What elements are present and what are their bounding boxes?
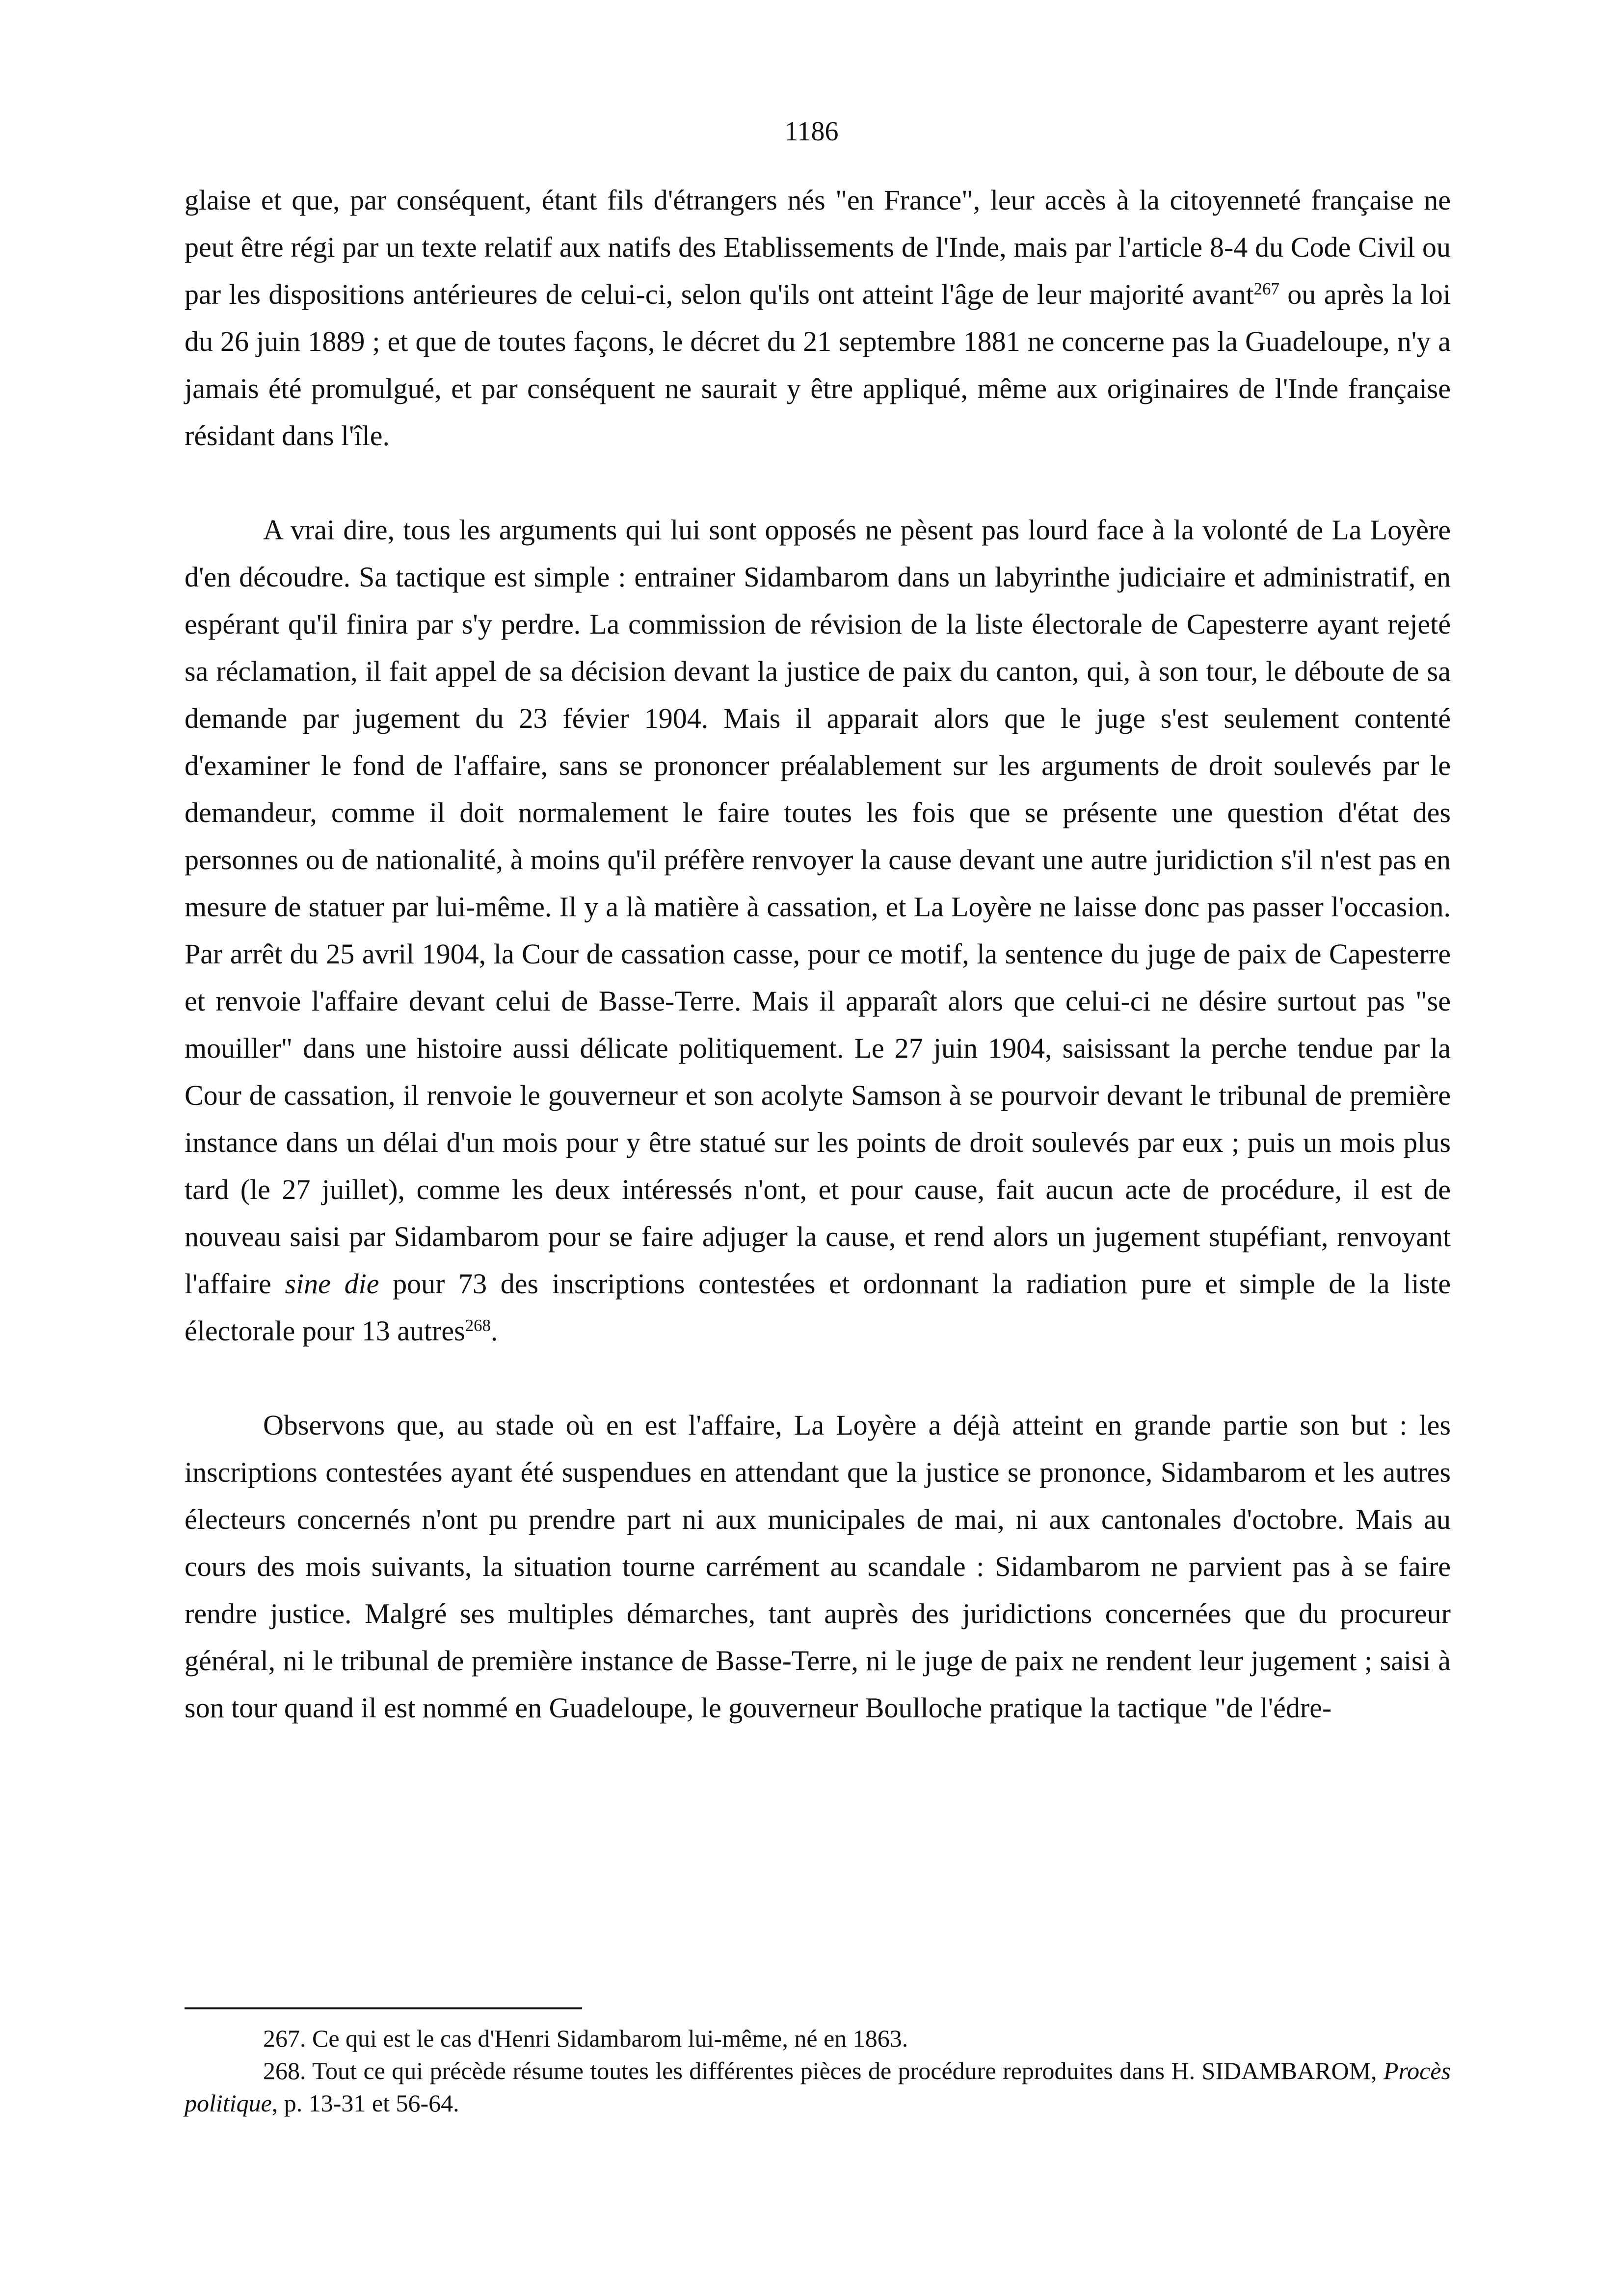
text-run: Observons que, au stade où en est l'affaire, La Loyère a déjà atteint en grande partie son but : les inscriptions contestées ayant été suspendues en attendant que la justice se prononce, Sidambarom et les autres électeurs concernés n'ont pu prendre part ni aux municipales de mai, ni aux cantonales d'octobre. Mais au cours des mois suivants, la situation tourne carrément au scandale : Sidambarom ne parvient pas à se faire rendre justice. Malgré ses multiples démarches, tant auprès des juridictions concernées que du procureur général, ni le tribunal de première instance de Basse-Terre, ni le juge de paix ne rendent leur jugement ; saisi à son tour quand il est nommé en Guadeloupe, le gouverneur Boulloche pratique la tactique "de l'édre- [185, 1409, 1451, 1724]
footnote-267 [185, 2022, 1451, 2055]
text-run: 267. Ce qui est le cas d'Henri Sidambarom lui-même, né en 1863. [263, 2025, 908, 2052]
text-run: glaise et que, par conséquent, étant fils d'étrangers nés "en France", leur accès à la citoyenneté française ne peut être régi par un texte relatif aux natifs des Etablissements de l'Inde, mais par l'article 8-4 du Code Civil ou par les dispositions antérieures de celui-ci, selon qu'ils ont atteint l'âge de leur majorité avant [185, 184, 1451, 310]
footnote-separator [185, 2007, 582, 2009]
page-number: 1186 [784, 116, 839, 147]
text-run: 268. Tout ce qui précède résume toutes les différentes pièces de procédure reproduites dans H. SIDAMBAROM, [263, 2057, 1384, 2084]
text-run: ou après la loi du 26 juin 1889 ; et que de toutes façons, le décret du 21 septembre 1881 ne concerne pas la Guadeloupe, n'y a jamais été promulgué, et par conséquent ne saurait y être appliqué, même aux originaires de l'Inde française résidant dans l'île. [185, 278, 1451, 452]
footnote-reference: 267 [1253, 279, 1279, 298]
italic-text: sine die [285, 1268, 379, 1300]
paragraph-2 [185, 507, 1451, 1355]
italic-text: Procès politique [185, 2057, 1451, 2117]
footnote-reference: 268 [465, 1315, 491, 1335]
paragraph-3 [185, 1402, 1451, 1732]
footnotes [185, 2022, 1451, 2119]
text-run: pour 73 des inscriptions contestées et ordonnant la radiation pure et simple de la liste électorale pour 13 autres [185, 1268, 1451, 1347]
paragraph-1 [185, 177, 1451, 459]
footnote-268 [185, 2055, 1451, 2119]
text-run: . [490, 1315, 498, 1347]
body-text [185, 177, 1451, 1732]
text-run: , p. 13-31 et 56-64. [271, 2089, 459, 2117]
text-run: A vrai dire, tous les arguments qui lui sont opposés ne pèsent pas lourd face à la volonté de La Loyère d'en découdre. Sa tactique est simple : entrainer Sidambarom dans un labyrinthe judiciaire et administratif, en espérant qu'il finira par s'y perdre. La commission de révision de la liste électorale de Capesterre ayant rejeté sa réclamation, il fait appel de sa décision devant la justice de paix du canton, qui, à son tour, le déboute de sa demande par jugement du 23 févier 1904. Mais il apparait alors que le juge s'est seulement contenté d'examiner le fond de l'affaire, sans se prononcer préalablement sur les arguments de droit soulevés par le demandeur, comme il doit normalement le faire toutes les fois que se présente une question d'état des personnes ou de nationalité, à moins qu'il préfère renvoyer la cause devant une autre juridiction s'il n'est pas en mesure de statuer par lui-même. Il y a là matière à cassation, et La Loyère ne laisse donc pas passer l'occasion. Par arrêt du 25 avril 1904, la Cour de cassation casse, pour ce motif, la sentence du juge de paix de Capesterre et renvoie l'affaire devant celui de Basse-Terre. Mais il apparaît alors que celui-ci ne désire surtout pas "se mouiller" dans une histoire aussi délicate politiquement. Le 27 juin 1904, saisissant la perche tendue par la Cour de cassation, il renvoie le gouverneur et son acolyte Samson à se pourvoir devant le tribunal de première instance dans un délai d'un mois pour y être statué sur les points de droit soulevés par eux ; puis un mois plus tard (le 27 juillet), comme les deux intéressés n'ont, et pour cause, fait aucun acte de procédure, il est de nouveau saisi par Sidambarom pour se faire adjuger la cause, et rend alors un jugement stupéfiant, renvoyant l'affaire [185, 514, 1451, 1300]
